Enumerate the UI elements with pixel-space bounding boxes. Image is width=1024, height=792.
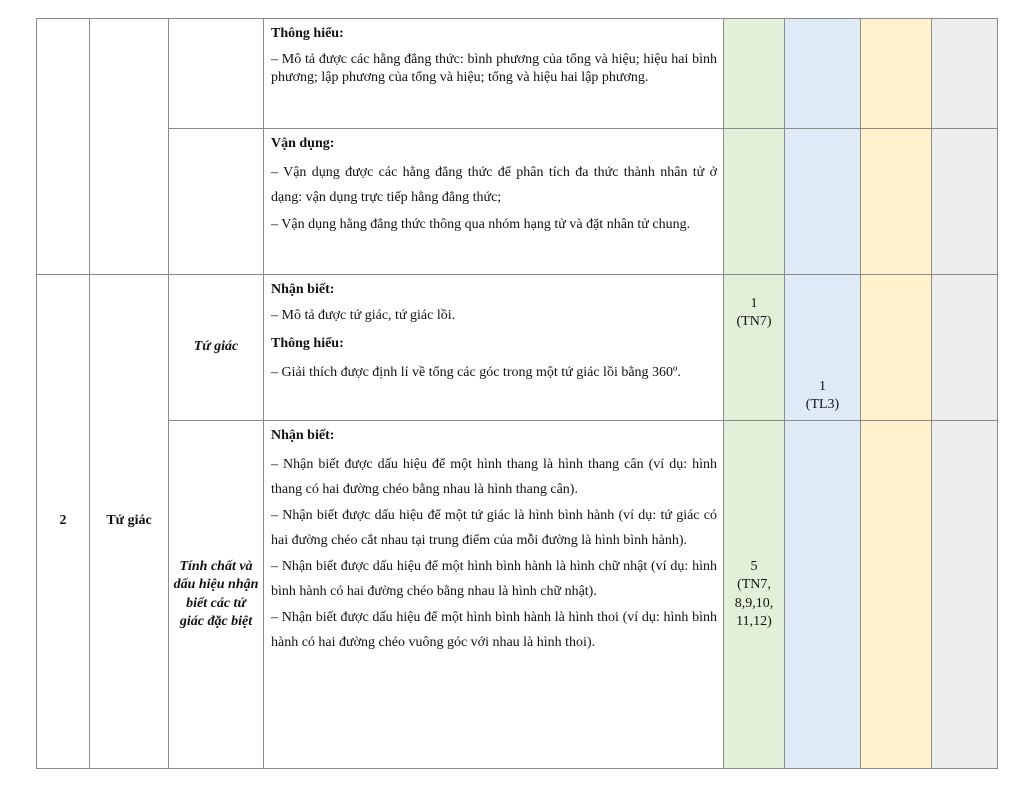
- question-count: 5: [750, 559, 758, 575]
- question-ref: 8,9,10,: [734, 595, 774, 611]
- van-dung-cell: [861, 129, 932, 275]
- van-dung-cell: [861, 275, 932, 421]
- van-dung-cell: [861, 421, 932, 769]
- nhan-biet-cell: [724, 129, 785, 275]
- description-item: – Nhận biết được dấu hiệu để một hình bình hành là hình thoi (ví dụ: hình bình hành có hai đường chéo vuông góc với nhau là hình thoi).: [271, 610, 717, 650]
- topic-name: Tứ giác: [90, 275, 169, 769]
- description-item: – Vận dụng được các hằng đẳng thức để phân tích đa thức thành nhân tử ở dạng: vận dụng trực tiếp hằng đẳng thức;: [271, 165, 717, 205]
- thong-hieu-cell: [785, 275, 861, 421]
- thong-hieu-cell: [785, 129, 861, 275]
- table-row: [37, 421, 998, 769]
- van-dung-cao-cell: [932, 275, 998, 421]
- level-heading: Thông hiểu:: [271, 26, 344, 41]
- description-item: – Nhận biết được dấu hiệu để một hình thang là hình thang cân (ví dụ: hình thang có hai đường chéo bằng nhau là hình thang cân).: [271, 457, 717, 497]
- description-item: – Mô tả được các hằng đẳng thức: bình phương của tổng và hiệu; hiệu hai bình phương; lập phương của tổng và hiệu; tổng và hiệu hai lập phương.: [271, 52, 717, 86]
- lesson-name: Tính chất và dấu hiệu nhận biết các tứ giác đặc biệt: [169, 421, 264, 769]
- question-count: 1: [819, 379, 826, 394]
- number-cell-empty: [37, 19, 90, 275]
- nhan-biet-cell: [724, 421, 785, 769]
- description-item: – Nhận biết được dấu hiệu để một tứ giác là hình bình hành (ví dụ: tứ giác có hai đường chéo cắt nhau tại trung điểm của mỗi đường là hình bình hành).: [271, 508, 717, 548]
- nhan-biet-cell: [724, 275, 785, 421]
- van-dung-cell: [861, 19, 932, 129]
- description-cell: [264, 129, 724, 275]
- van-dung-cao-cell: [932, 421, 998, 769]
- level-heading: Vận dụng:: [271, 136, 335, 151]
- lesson-name: Tứ giác: [169, 275, 264, 421]
- table-row: [37, 129, 998, 275]
- question-ref: (TN7): [736, 314, 772, 330]
- van-dung-cao-cell: [932, 129, 998, 275]
- description-item: – Giải thích được định lí về tổng các góc trong một tứ giác lồi bằng 360º.: [271, 364, 681, 380]
- table-row: [37, 19, 998, 129]
- lesson-cell-empty: [169, 19, 264, 129]
- nhan-biet-cell: [724, 19, 785, 129]
- question-ref: (TL3): [805, 397, 840, 413]
- description-item: – Vận dụng hằng đẳng thức thông qua nhóm hạng tử và đặt nhân tử chung.: [271, 217, 691, 233]
- description-cell: [264, 275, 724, 421]
- description-cell: [264, 421, 724, 769]
- level-heading: Nhận biết:: [271, 282, 335, 297]
- van-dung-cao-cell: [932, 19, 998, 129]
- table-row: [37, 275, 998, 421]
- level-heading: Thông hiểu:: [271, 336, 344, 352]
- description-cell: [264, 19, 724, 129]
- question-ref: 11,12): [736, 613, 772, 629]
- level-heading: Nhận biết:: [271, 428, 335, 443]
- question-ref: (TN7,: [737, 577, 771, 593]
- matrix-table: [36, 18, 998, 769]
- lesson-cell-empty: [169, 129, 264, 275]
- topic-number: 2: [37, 275, 90, 769]
- description-item: – Mô tả được tứ giác, tứ giác lồi.: [271, 308, 456, 324]
- topic-cell-empty: [90, 19, 169, 275]
- description-item: – Nhận biết được dấu hiệu để một hình bình hành là hình chữ nhật (ví dụ: hình bình hành có hai đường chéo bằng nhau là hình chữ nhật).: [271, 559, 717, 599]
- thong-hieu-cell: [785, 19, 861, 129]
- question-count: 1: [750, 296, 758, 311]
- thong-hieu-cell: [785, 421, 861, 769]
